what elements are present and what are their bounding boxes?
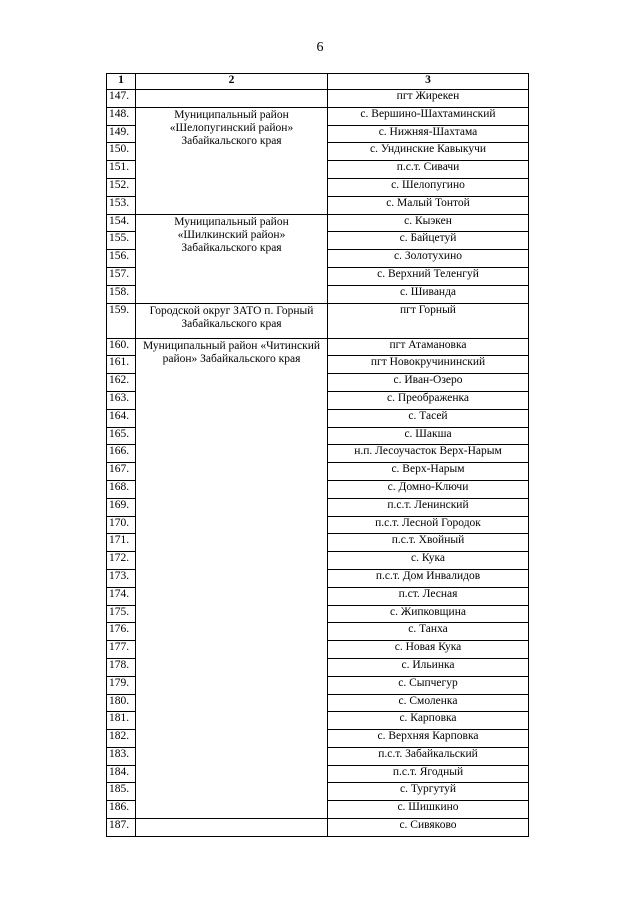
table-row — [107, 90, 529, 108]
row-number: 151. — [107, 161, 136, 179]
settlement-name: с. Сивяково — [328, 819, 529, 837]
row-number: 147. — [107, 90, 136, 108]
row-number: 180. — [107, 694, 136, 712]
settlement-name: с. Верхний Теленгуй — [328, 267, 529, 285]
table-row — [107, 819, 529, 837]
settlement-name: с. Новая Кука — [328, 641, 529, 659]
municipality-cell: Городской округ ЗАТО п. Горный Забайкальского края — [136, 303, 328, 338]
row-number: 177. — [107, 641, 136, 659]
settlement-name: с. Шиванда — [328, 285, 529, 303]
settlement-name: с. Нижняя-Шахтама — [328, 125, 529, 143]
settlement-name: с. Шелопугино — [328, 178, 529, 196]
settlement-name: с. Жипковщина — [328, 605, 529, 623]
row-number: 167. — [107, 463, 136, 481]
row-number: 168. — [107, 480, 136, 498]
table-row — [107, 303, 529, 338]
settlement-name: п.с.т. Ленинский — [328, 498, 529, 516]
row-number: 161. — [107, 356, 136, 374]
header-col-2: 2 — [136, 74, 328, 90]
page-number: 6 — [316, 40, 324, 55]
row-number: 186. — [107, 801, 136, 819]
table-row — [107, 214, 529, 232]
row-number: 159. — [107, 303, 136, 338]
settlement-name: н.п. Лесоучасток Верх-Нарым — [328, 445, 529, 463]
settlement-name: с. Тургутуй — [328, 783, 529, 801]
municipality-cell: Муниципальный район «Шилкинский район» Забайкальского края — [136, 214, 328, 303]
row-number: 182. — [107, 730, 136, 748]
row-number: 160. — [107, 338, 136, 356]
settlement-name: с. Танха — [328, 623, 529, 641]
settlement-name: п.с.т. Хвойный — [328, 534, 529, 552]
row-number: 170. — [107, 516, 136, 534]
row-number: 154. — [107, 214, 136, 232]
row-number: 169. — [107, 498, 136, 516]
row-number: 157. — [107, 267, 136, 285]
settlement-name: с. Шишкино — [328, 801, 529, 819]
settlement-name: с. Сыпчегур — [328, 676, 529, 694]
row-number: 178. — [107, 658, 136, 676]
settlement-name: с. Преображенка — [328, 391, 529, 409]
row-number: 174. — [107, 587, 136, 605]
header-col-1: 1 — [107, 74, 136, 90]
row-number: 152. — [107, 178, 136, 196]
row-number: 172. — [107, 552, 136, 570]
settlement-name: с. Тасей — [328, 409, 529, 427]
row-number: 158. — [107, 285, 136, 303]
row-number: 176. — [107, 623, 136, 641]
settlement-name: с. Кука — [328, 552, 529, 570]
settlement-name: п.с.т. Дом Инвалидов — [328, 569, 529, 587]
table-body — [107, 90, 529, 837]
settlement-name: пгт Горный — [328, 303, 529, 338]
row-number: 155. — [107, 232, 136, 250]
settlements-table — [106, 73, 529, 837]
municipality-cell: Муниципальный район «Читинский район» Забайкальского края — [136, 338, 328, 819]
municipality-cell: Муниципальный район «Шелопугинский район» Забайкальского края — [136, 107, 328, 214]
row-number: 173. — [107, 569, 136, 587]
settlement-name: пгт Новокручининский — [328, 356, 529, 374]
table-header-row — [107, 74, 529, 90]
municipality-cell — [136, 90, 328, 108]
settlement-name: с. Смоленка — [328, 694, 529, 712]
row-number: 184. — [107, 765, 136, 783]
settlement-name: пгт Атамановка — [328, 338, 529, 356]
row-number: 149. — [107, 125, 136, 143]
row-number: 179. — [107, 676, 136, 694]
settlement-name: п.с.т. Сивачи — [328, 161, 529, 179]
row-number: 148. — [107, 107, 136, 125]
row-number: 171. — [107, 534, 136, 552]
row-number: 175. — [107, 605, 136, 623]
settlement-name: с. Иван-Озеро — [328, 374, 529, 392]
row-number: 150. — [107, 143, 136, 161]
settlement-name: с. Верх-Нарым — [328, 463, 529, 481]
row-number: 183. — [107, 747, 136, 765]
settlement-name: с. Кыэкен — [328, 214, 529, 232]
row-number: 181. — [107, 712, 136, 730]
row-number: 187. — [107, 819, 136, 837]
row-number: 156. — [107, 250, 136, 268]
row-number: 185. — [107, 783, 136, 801]
settlement-name: с. Малый Тонтой — [328, 196, 529, 214]
settlement-name: с. Ундинские Кавыкучи — [328, 143, 529, 161]
settlement-name: п.с.т. Ягодный — [328, 765, 529, 783]
row-number: 166. — [107, 445, 136, 463]
row-number: 164. — [107, 409, 136, 427]
settlement-name: с. Шакша — [328, 427, 529, 445]
settlement-name: с. Верхняя Карповка — [328, 730, 529, 748]
settlement-name: п.с.т. Забайкальский — [328, 747, 529, 765]
municipality-cell — [136, 819, 328, 837]
settlement-name: с. Золотухино — [328, 250, 529, 268]
settlement-name: с. Ильинка — [328, 658, 529, 676]
settlement-name: с. Байцетуй — [328, 232, 529, 250]
table-row — [107, 338, 529, 356]
settlement-name: пгт Жирекен — [328, 90, 529, 108]
settlement-name: с. Домно-Ключи — [328, 480, 529, 498]
settlement-name: п.с.т. Лесной Городок — [328, 516, 529, 534]
settlement-name: с. Карповка — [328, 712, 529, 730]
table-row — [107, 107, 529, 125]
header-col-3: 3 — [328, 74, 529, 90]
row-number: 165. — [107, 427, 136, 445]
row-number: 162. — [107, 374, 136, 392]
settlement-name: п.ст. Лесная — [328, 587, 529, 605]
settlement-name: с. Вершино-Шахтаминский — [328, 107, 529, 125]
row-number: 163. — [107, 391, 136, 409]
row-number: 153. — [107, 196, 136, 214]
